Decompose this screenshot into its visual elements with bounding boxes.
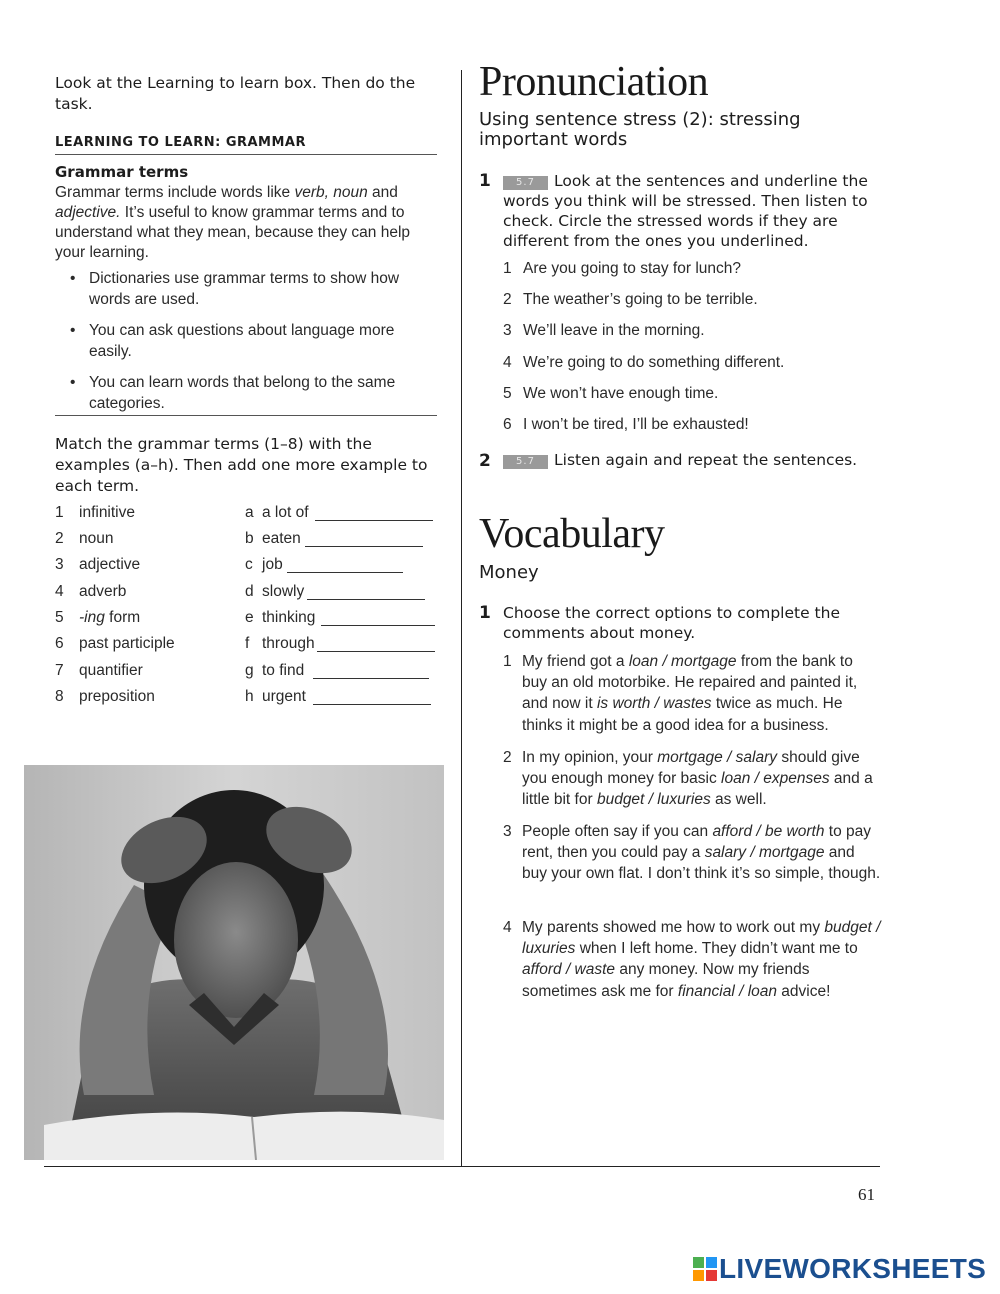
match-row: 5 -ing form e thinking: [55, 609, 440, 635]
answer-blank[interactable]: [287, 572, 403, 573]
vocabulary-question-1: 1 Choose the correct options to complete the comments about money.: [479, 603, 840, 642]
option-choice[interactable]: salary / mortgage: [704, 844, 825, 862]
intro-text: Look at the Learning to learn box. Then do the task.: [55, 74, 416, 113]
grammar-terms-body: Grammar terms include words like verb, noun and adjective. It’s useful to know grammar terms and to understand what they mean, because they can help your learning.: [55, 184, 411, 261]
bullet-item: • You can ask questions about language more easily.: [70, 322, 395, 360]
bullet-item: • You can learn words that belong to the same categories.: [70, 374, 396, 412]
match-row: 8 preposition h urgent: [55, 688, 440, 714]
option-choice[interactable]: budget / luxuries: [522, 919, 881, 958]
answer-blank[interactable]: [313, 704, 431, 705]
match-row: 1 infinitive a a lot of: [55, 504, 440, 530]
vocabulary-subtitle: Money: [479, 562, 539, 583]
pronunciation-question-1: 1 5.7 Look at the sentences and underline the words you think will be stressed. Then listen to check. Circle the stressed words if they are different from the ones you underlined.: [479, 171, 868, 250]
pronunciation-question-2: 2 5.7 Listen again and repeat the sentences.: [479, 451, 858, 471]
audio-track-icon[interactable]: 5.7: [503, 176, 548, 190]
pronunciation-subtitle: Using sentence stress (2): stressing important words: [479, 109, 801, 150]
audio-track-icon[interactable]: 5.7: [503, 455, 548, 469]
liveworksheets-logo-icon: [693, 1257, 717, 1281]
column-divider: [461, 70, 462, 1167]
option-choice[interactable]: afford / waste: [522, 961, 616, 979]
match-row: 3 adjective c job: [55, 556, 440, 582]
bullet-item: • Dictionaries use grammar terms to show how words are used.: [70, 270, 400, 308]
match-row: 4 adverb d slowly: [55, 583, 440, 609]
brand-name: LIVEWORKSHEETS: [719, 1253, 987, 1284]
answer-blank[interactable]: [317, 651, 435, 652]
option-choice[interactable]: mortgage / salary: [657, 749, 778, 766]
match-row: 6 past participle f through: [55, 635, 440, 661]
footer-rule: [44, 1166, 880, 1167]
match-row: 7 quantifier g to find: [55, 662, 440, 688]
option-choice[interactable]: is worth / wastes: [596, 695, 712, 713]
match-instruction: Match the grammar terms (1–8) with the examples (a–h). Then add one more example to each term.: [55, 435, 428, 495]
match-row: 2 noun b eaten: [55, 530, 440, 556]
answer-blank[interactable]: [305, 546, 423, 547]
grammar-terms-title: Grammar terms: [55, 163, 189, 181]
option-choice[interactable]: budget / luxuries: [596, 791, 711, 809]
student-photo: [24, 765, 444, 1160]
answer-blank[interactable]: [315, 520, 433, 521]
option-choice[interactable]: afford / be worth: [712, 823, 825, 840]
answer-blank[interactable]: [307, 599, 425, 600]
grammar-bullet-list: [70, 268, 430, 424]
answer-blank[interactable]: [313, 678, 429, 679]
pronunciation-title: Pronunciation: [479, 59, 709, 105]
option-choice[interactable]: financial / loan: [677, 982, 777, 1000]
page-number: 61: [858, 1185, 875, 1204]
box-divider: [55, 415, 437, 416]
vocabulary-title: Vocabulary: [479, 511, 665, 557]
answer-blank[interactable]: [321, 625, 435, 626]
option-choice[interactable]: loan / mortgage: [628, 653, 737, 670]
learning-box-heading: LEARNING TO LEARN: GRAMMAR: [55, 135, 437, 155]
option-choice[interactable]: loan / expenses: [721, 770, 830, 788]
